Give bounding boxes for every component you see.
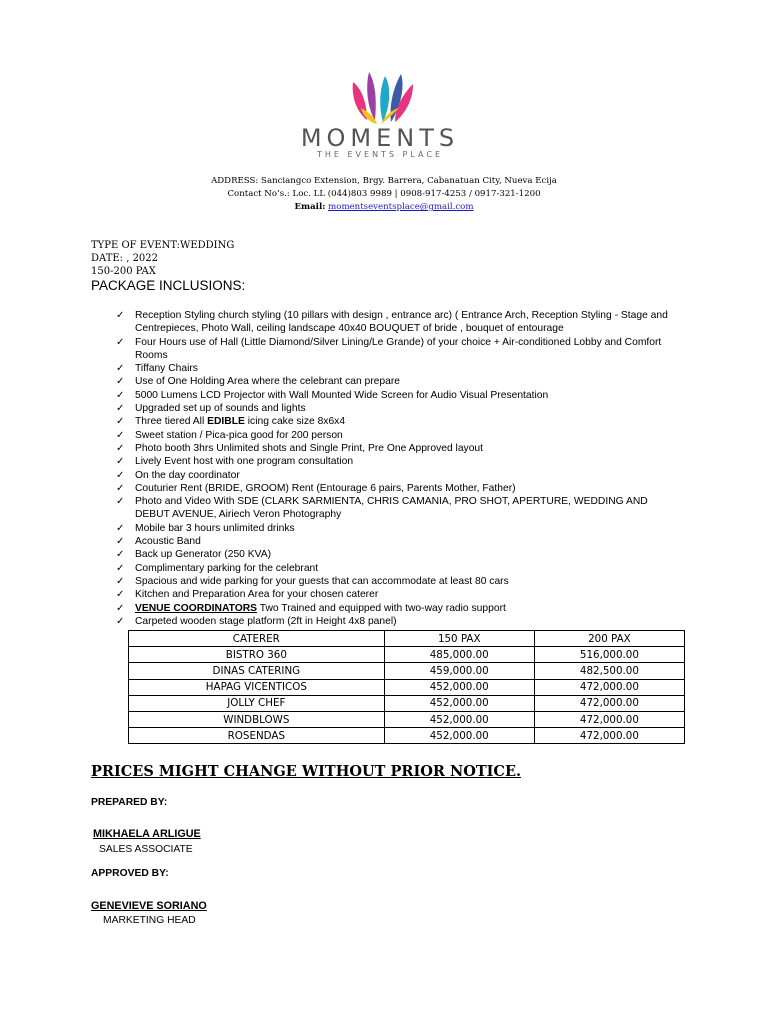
table-row bbox=[129, 679, 685, 695]
approved-by-title: MARKETING HEAD bbox=[103, 915, 196, 926]
table-cell: 485,000.00 bbox=[384, 647, 534, 663]
prepared-by-name: MIKHAELA ARLIGUE bbox=[93, 828, 201, 840]
approved-by-label: APPROVED BY: bbox=[91, 868, 169, 879]
check-icon: ✓ bbox=[116, 562, 125, 574]
prepared-by-title: SALES ASSOCIATE bbox=[99, 844, 193, 855]
list-item: ✓ Mobile bar 3 hours unlimited drinks bbox=[116, 522, 295, 534]
table-cell: 472,000.00 bbox=[534, 695, 684, 711]
moments-logo bbox=[275, 68, 485, 168]
address-line: ADDRESS: Sanciangco Extension, Brgy. Barrera, Cabanatuan City, Nueva Ecija bbox=[211, 176, 557, 186]
lotus-logo-icon bbox=[275, 68, 485, 126]
list-item: ✓ 5000 Lumens LCD Projector with Wall Mounted Wide Screen for Audio Visual Presentation bbox=[116, 389, 549, 401]
table-cell: 452,000.00 bbox=[384, 679, 534, 695]
table-row bbox=[129, 695, 685, 711]
table-cell: 482,500.00 bbox=[534, 663, 684, 679]
table-cell: 516,000.00 bbox=[534, 647, 684, 663]
table-header: 200 PAX bbox=[534, 631, 684, 647]
check-icon: ✓ bbox=[116, 589, 125, 601]
table-header-row bbox=[129, 631, 685, 647]
list-item: ✓ Carpeted wooden stage platform (2ft in Height 4x8 panel) bbox=[116, 615, 397, 627]
table-cell: 472,000.00 bbox=[534, 711, 684, 727]
table-cell: BISTRO 360 bbox=[129, 647, 385, 663]
table-row bbox=[129, 728, 685, 744]
list-item: ✓ Reception Styling church styling (10 pillars with design , entrance arc) ( Entrance Arch, Reception Styling - Stage and Centrepieces, Photo Wall, ceiling landscape 40x40 BOUQUET of bride , bouquet of entourage bbox=[116, 310, 668, 335]
table-row bbox=[129, 711, 685, 727]
approved-by-name: GENEVIEVE SORIANO bbox=[91, 900, 207, 912]
price-notice: PRICES MIGHT CHANGE WITHOUT PRIOR NOTICE. bbox=[91, 763, 522, 780]
list-item: ✓ On the day coordinator bbox=[116, 469, 240, 481]
check-icon: ✓ bbox=[116, 575, 125, 587]
check-icon: ✓ bbox=[116, 442, 125, 454]
check-icon: ✓ bbox=[116, 429, 125, 441]
inclusions-list bbox=[116, 309, 676, 628]
prepared-by-label: PREPARED BY: bbox=[91, 797, 168, 808]
check-icon: ✓ bbox=[116, 310, 125, 321]
list-item: ✓ Kitchen and Preparation Area for your chosen caterer bbox=[116, 589, 379, 601]
table-row bbox=[129, 663, 685, 679]
logo-tagline: THE EVENTS PLACE bbox=[316, 150, 443, 159]
check-icon: ✓ bbox=[116, 469, 125, 481]
list-item: ✓ Complimentary parking for the celebrant bbox=[116, 562, 319, 574]
check-icon: ✓ bbox=[116, 549, 125, 561]
list-item: ✓ Couturier Rent (BRIDE, GROOM) Rent (Entourage 6 pairs, Parents Mother, Father) bbox=[116, 482, 516, 494]
check-icon: ✓ bbox=[116, 363, 125, 375]
table-cell: 452,000.00 bbox=[384, 728, 534, 744]
table-cell: ROSENDAS bbox=[129, 728, 385, 744]
check-icon: ✓ bbox=[116, 536, 125, 548]
check-icon: ✓ bbox=[116, 416, 125, 428]
event-pax: 150-200 PAX bbox=[91, 266, 156, 277]
list-item: ✓ Four Hours use of Hall (Little Diamond/Silver Lining/Le Grande) of your choice + Air-conditioned Lobby and Comfort Rooms bbox=[116, 336, 662, 361]
list-item: ✓ Spacious and wide parking for your guests that can accommodate at least 80 cars bbox=[116, 575, 509, 587]
event-date: DATE: , 2022 bbox=[91, 253, 159, 264]
check-icon: ✓ bbox=[116, 376, 125, 388]
email-line bbox=[0, 201, 768, 214]
check-icon: ✓ bbox=[116, 336, 125, 348]
list-item-venue: ✓ VENUE COORDINATORS Two Trained and equipped with two-way radio support bbox=[116, 602, 506, 614]
list-item: ✓ Upgraded set up of sounds and lights bbox=[116, 403, 306, 415]
list-item: ✓ Photo booth 3hrs Unlimited shots and Single Print, Pre One Approved layout bbox=[116, 442, 484, 454]
table-row bbox=[129, 647, 685, 663]
list-item: ✓ Photo and Video With SDE (CLARK SARMIENTA, CHRIS CAMANIA, PRO SHOT, APERTURE, WEDDING AND DEBUT AVENUE, Airiech Veron Photography bbox=[116, 496, 648, 521]
list-item: ✓ Sweet station / Pica-pica good for 200 person bbox=[116, 429, 343, 441]
check-icon: ✓ bbox=[116, 522, 125, 534]
table-header: 150 PAX bbox=[384, 631, 534, 647]
package-heading: PACKAGE INCLUSIONS: bbox=[91, 278, 246, 293]
table-cell: 472,000.00 bbox=[534, 679, 684, 695]
email-link[interactable]: momentseventsplace@gmail.com bbox=[328, 202, 474, 212]
list-item: ✓ Acoustic Band bbox=[116, 536, 201, 548]
list-item: ✓ Tiffany Chairs bbox=[116, 363, 198, 375]
check-icon: ✓ bbox=[116, 602, 125, 614]
check-icon: ✓ bbox=[116, 496, 125, 508]
price-table bbox=[128, 630, 685, 744]
email-label: Email: bbox=[294, 202, 326, 212]
table-cell: 459,000.00 bbox=[384, 663, 534, 679]
check-icon: ✓ bbox=[116, 615, 125, 627]
table-cell: WINDBLOWS bbox=[129, 711, 385, 727]
contact-line: Contact No’s.: Loc. LL (044)803 9989 | 0908-917-4253 / 0917-321-1200 bbox=[227, 189, 541, 199]
list-item-cake: ✓ Three tiered All EDIBLE icing cake size 8x6x4 bbox=[116, 416, 346, 428]
list-item: ✓ Back up Generator (250 KVA) bbox=[116, 549, 272, 561]
table-cell: HAPAG VICENTICOS bbox=[129, 679, 385, 695]
check-icon: ✓ bbox=[116, 482, 125, 494]
table-header: CATERER bbox=[129, 631, 385, 647]
table-cell: 472,000.00 bbox=[534, 728, 684, 744]
table-cell: DINAS CATERING bbox=[129, 663, 385, 679]
event-type: TYPE OF EVENT:WEDDING bbox=[91, 240, 235, 251]
table-cell: 452,000.00 bbox=[384, 695, 534, 711]
check-icon: ✓ bbox=[116, 403, 125, 415]
list-item: ✓ Use of One Holding Area where the celebrant can prepare bbox=[116, 376, 401, 388]
check-icon: ✓ bbox=[116, 456, 125, 468]
table-cell: JOLLY CHEF bbox=[129, 695, 385, 711]
table-cell: 452,000.00 bbox=[384, 711, 534, 727]
check-icon: ✓ bbox=[116, 389, 125, 401]
list-item: ✓ Lively Event host with one program consultation bbox=[116, 456, 354, 468]
logo-name: MOMENTS bbox=[300, 124, 460, 152]
